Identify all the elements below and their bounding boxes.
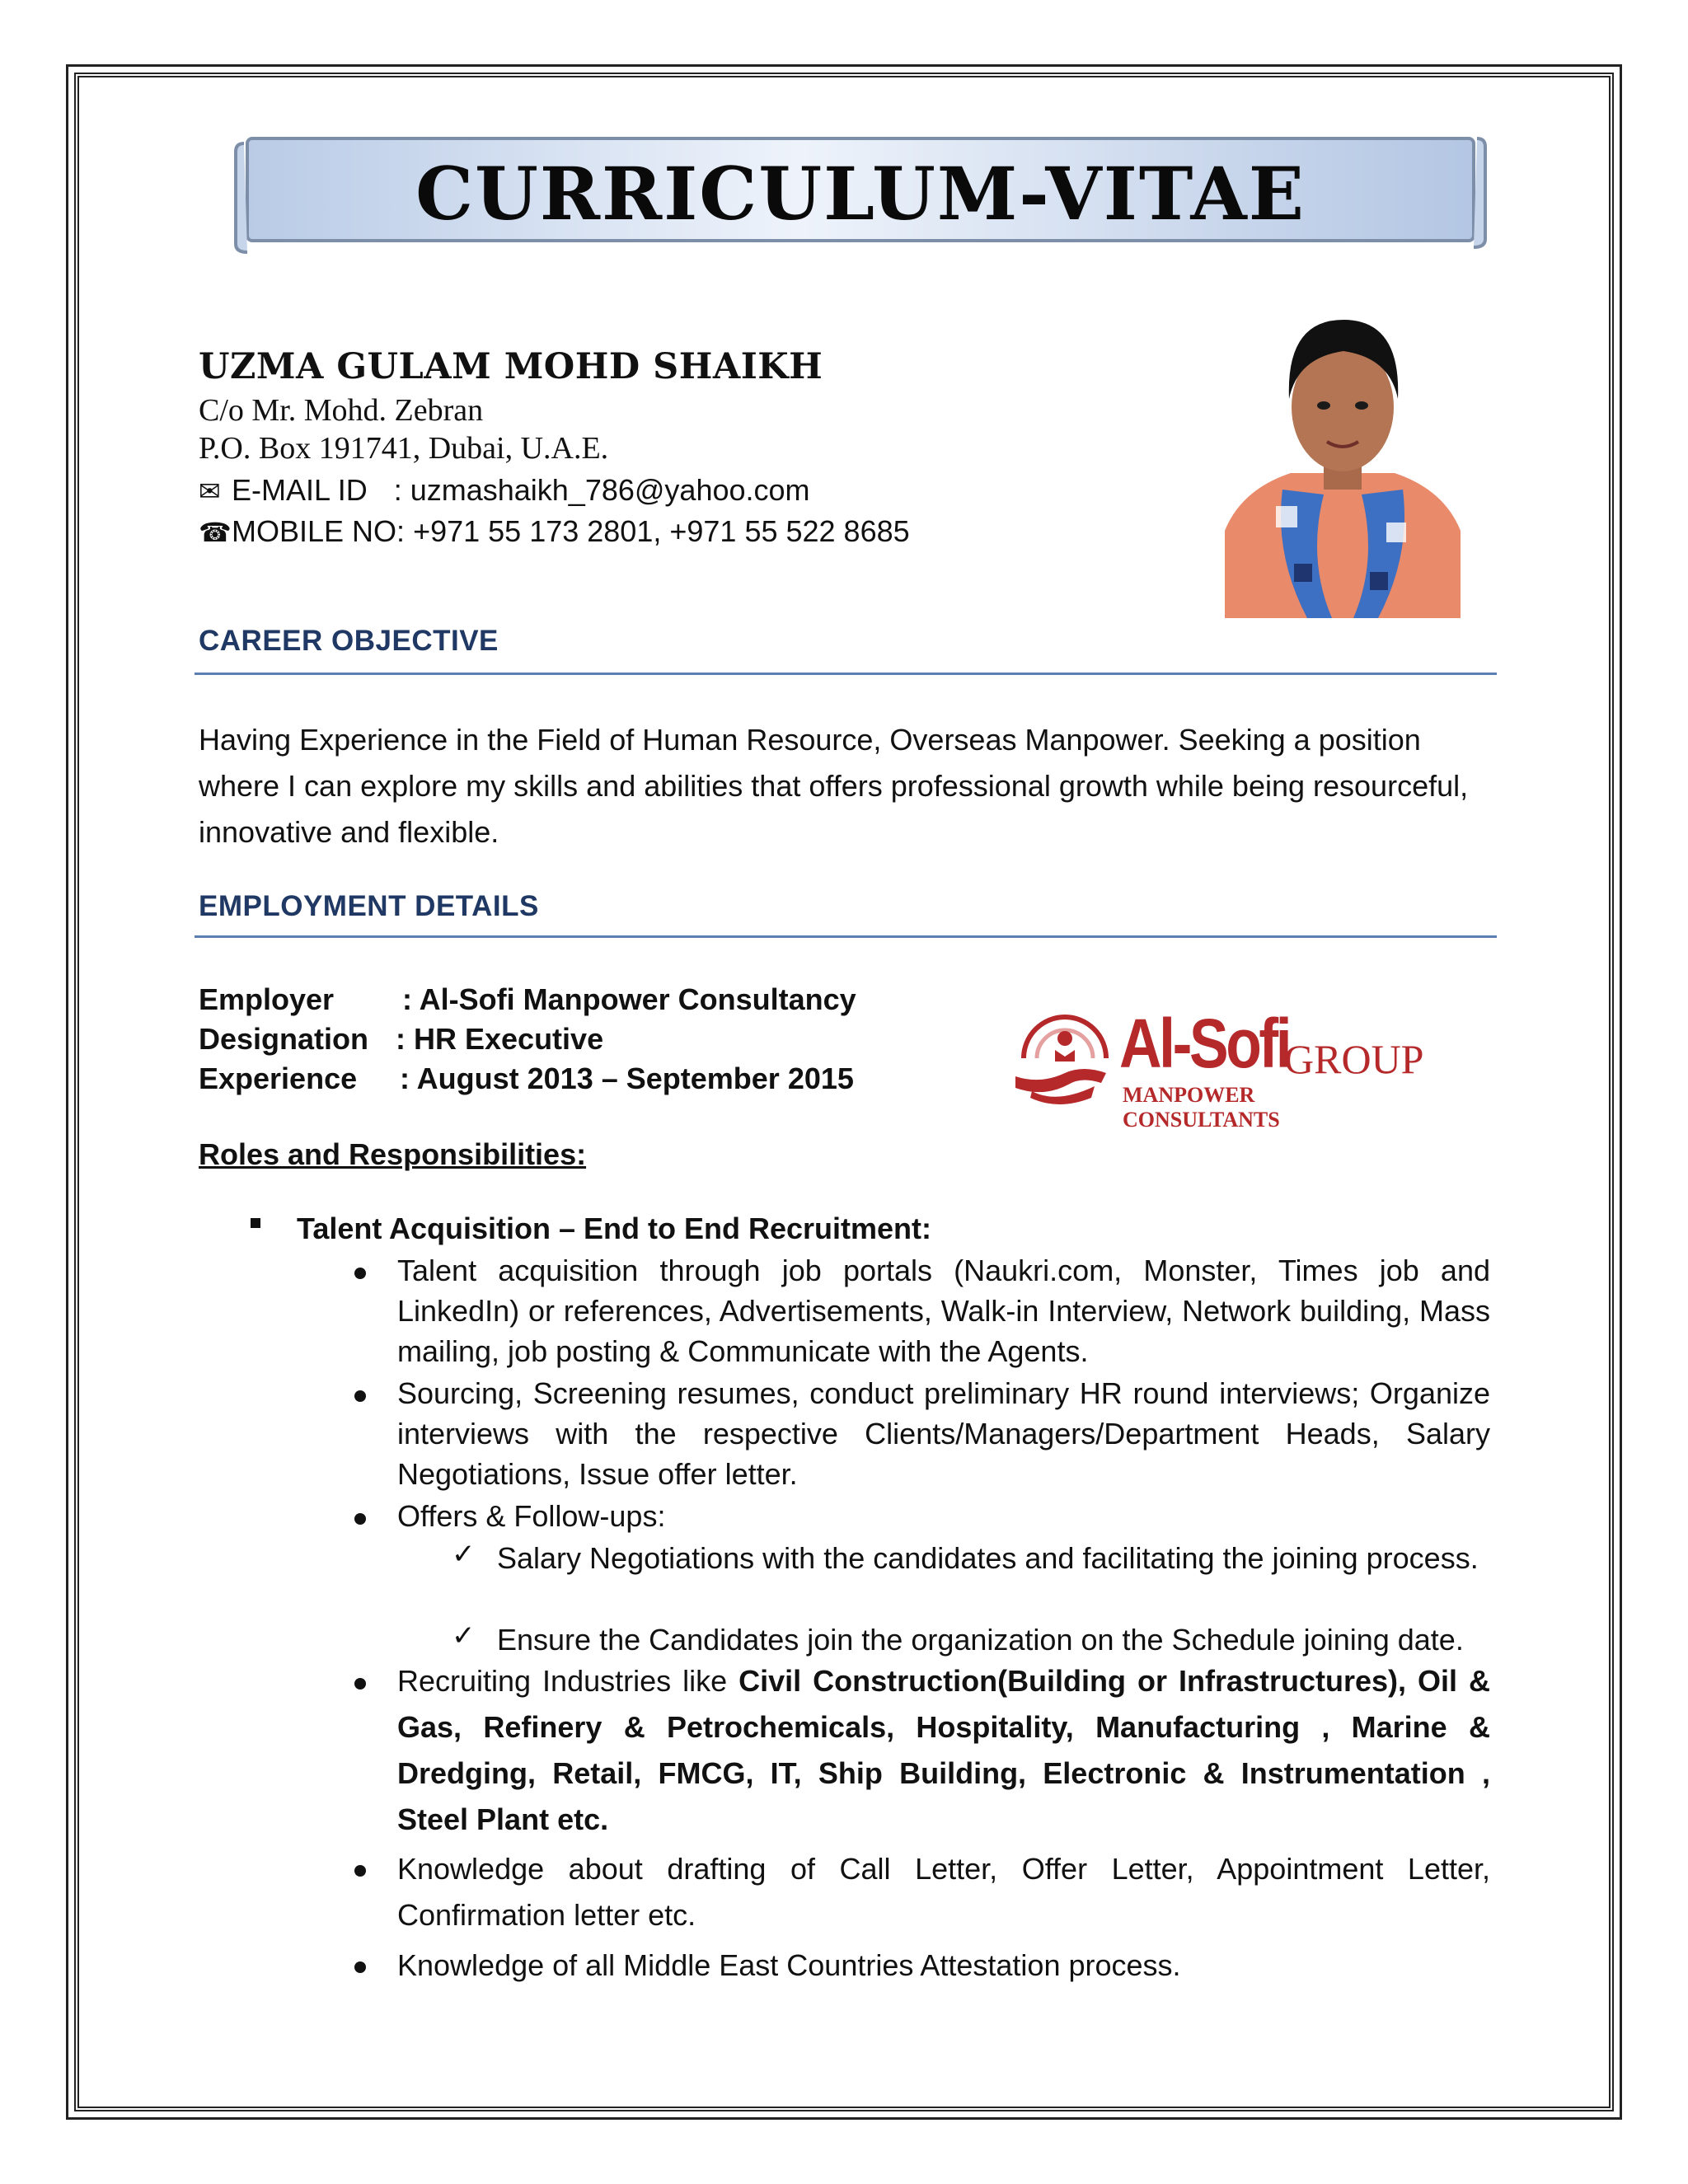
roles-title: Roles and Responsibilities: (199, 1137, 587, 1171)
email-value: : uzmashaikh_786@yahoo.com (393, 473, 810, 507)
check-item: Salary Negotiations with the candidates and facilitating the joining process. (497, 1541, 1479, 1575)
checkmark-icon: ✓ (452, 1538, 476, 1571)
section-divider (195, 935, 1497, 938)
company-logo (1007, 1001, 1424, 1132)
logo-sub-text: MANPOWER CONSULTANTS (1123, 1083, 1280, 1132)
employment-heading: EMPLOYMENT DETAILS (199, 890, 539, 922)
title-banner (234, 132, 1487, 255)
profile-photo (1225, 300, 1461, 618)
experience-label: Experience (199, 1062, 358, 1095)
role-item: Sourcing, Screening resumes, conduct preliminary HR round interviews; Organize interviews with the respective Clients/Managers/Department Heads, Salary Negotiations, Issue offer letter. (397, 1376, 1490, 1491)
envelope-icon: ✉ (199, 476, 221, 507)
career-objective-text: Having Experience in the Field of Human Resource, Overseas Manpower. Seeking a position where I can explore my skills and abilities that offers professional growth while being resourceful, innovative and flexible. (199, 723, 1469, 849)
bullet-icon (354, 1678, 366, 1690)
career-objective-heading: CAREER OBJECTIVE (199, 625, 499, 657)
mobile-value: +971 55 173 2801, +971 55 522 8685 (413, 514, 910, 548)
email-label: E-MAIL ID (232, 473, 368, 507)
experience-row (199, 1062, 854, 1096)
logo-main-text: Al-Sofi (1119, 1005, 1290, 1082)
bullet-icon (354, 1865, 366, 1877)
designation-label: Designation (199, 1022, 369, 1056)
mobile-row (199, 514, 910, 549)
checkmark-icon: ✓ (452, 1619, 476, 1652)
role-item: Knowledge of all Middle East Countries Attestation process. (397, 1948, 1181, 1982)
bullet-icon (354, 1961, 366, 1973)
po-box-line: P.O. Box 191741, Dubai, U.A.E. (199, 431, 609, 466)
care-of-line: C/o Mr. Mohd. Zebran (199, 393, 484, 428)
logo-group-text: GROUP (1284, 1036, 1424, 1082)
square-bullet-icon (251, 1218, 260, 1228)
check-item: Ensure the Candidates join the organization on the Schedule joining date. (497, 1623, 1464, 1657)
telephone-icon: ☎ (199, 517, 232, 548)
bullet-icon (354, 1390, 366, 1402)
industries-prefix: Recruiting Industries like (397, 1664, 739, 1698)
mobile-label: MOBILE NO: (232, 514, 406, 548)
designation-row (199, 1022, 603, 1057)
candidate-name: UZMA GULAM MOHD SHAIKH (199, 346, 823, 387)
employer-value: : Al-Sofi Manpower Consultancy (402, 982, 856, 1016)
banner-title: CURRICULUM-VITAE (415, 151, 1306, 237)
employer-row (199, 982, 856, 1017)
employer-label: Employer (199, 982, 335, 1016)
section-divider (195, 673, 1497, 675)
role-item: Talent acquisition through job portals (Naukri.com, Monster, Times job and LinkedIn) or references, Advertisements, Walk-in Interview, Network building, Mass mailing, job posting & Communicate with the Agents. (397, 1254, 1490, 1368)
talent-acquisition-subheading: Talent Acquisition – End to End Recruitment: (297, 1212, 932, 1245)
bullet-icon (354, 1513, 366, 1525)
experience-value: : August 2013 – September 2015 (400, 1062, 854, 1095)
industries-item (397, 1658, 1490, 1843)
designation-value: : HR Executive (396, 1022, 604, 1056)
bullet-icon (354, 1268, 366, 1279)
email-row (199, 473, 810, 508)
role-item: Offers & Follow-ups: (397, 1499, 666, 1533)
industries-list: Civil Construction(Building or Infrastructures), Oil & Gas, Refinery & Petrochemicals, Hospitality, Manufacturing , Marine & Dredging, Retail, FMCG, IT, Ship Building, Electronic & Instrumentation , Steel Plant etc. (397, 1664, 1490, 1836)
role-item: Knowledge about drafting of Call Letter, Offer Letter, Appointment Letter, Confirmation letter etc. (397, 1852, 1490, 1932)
